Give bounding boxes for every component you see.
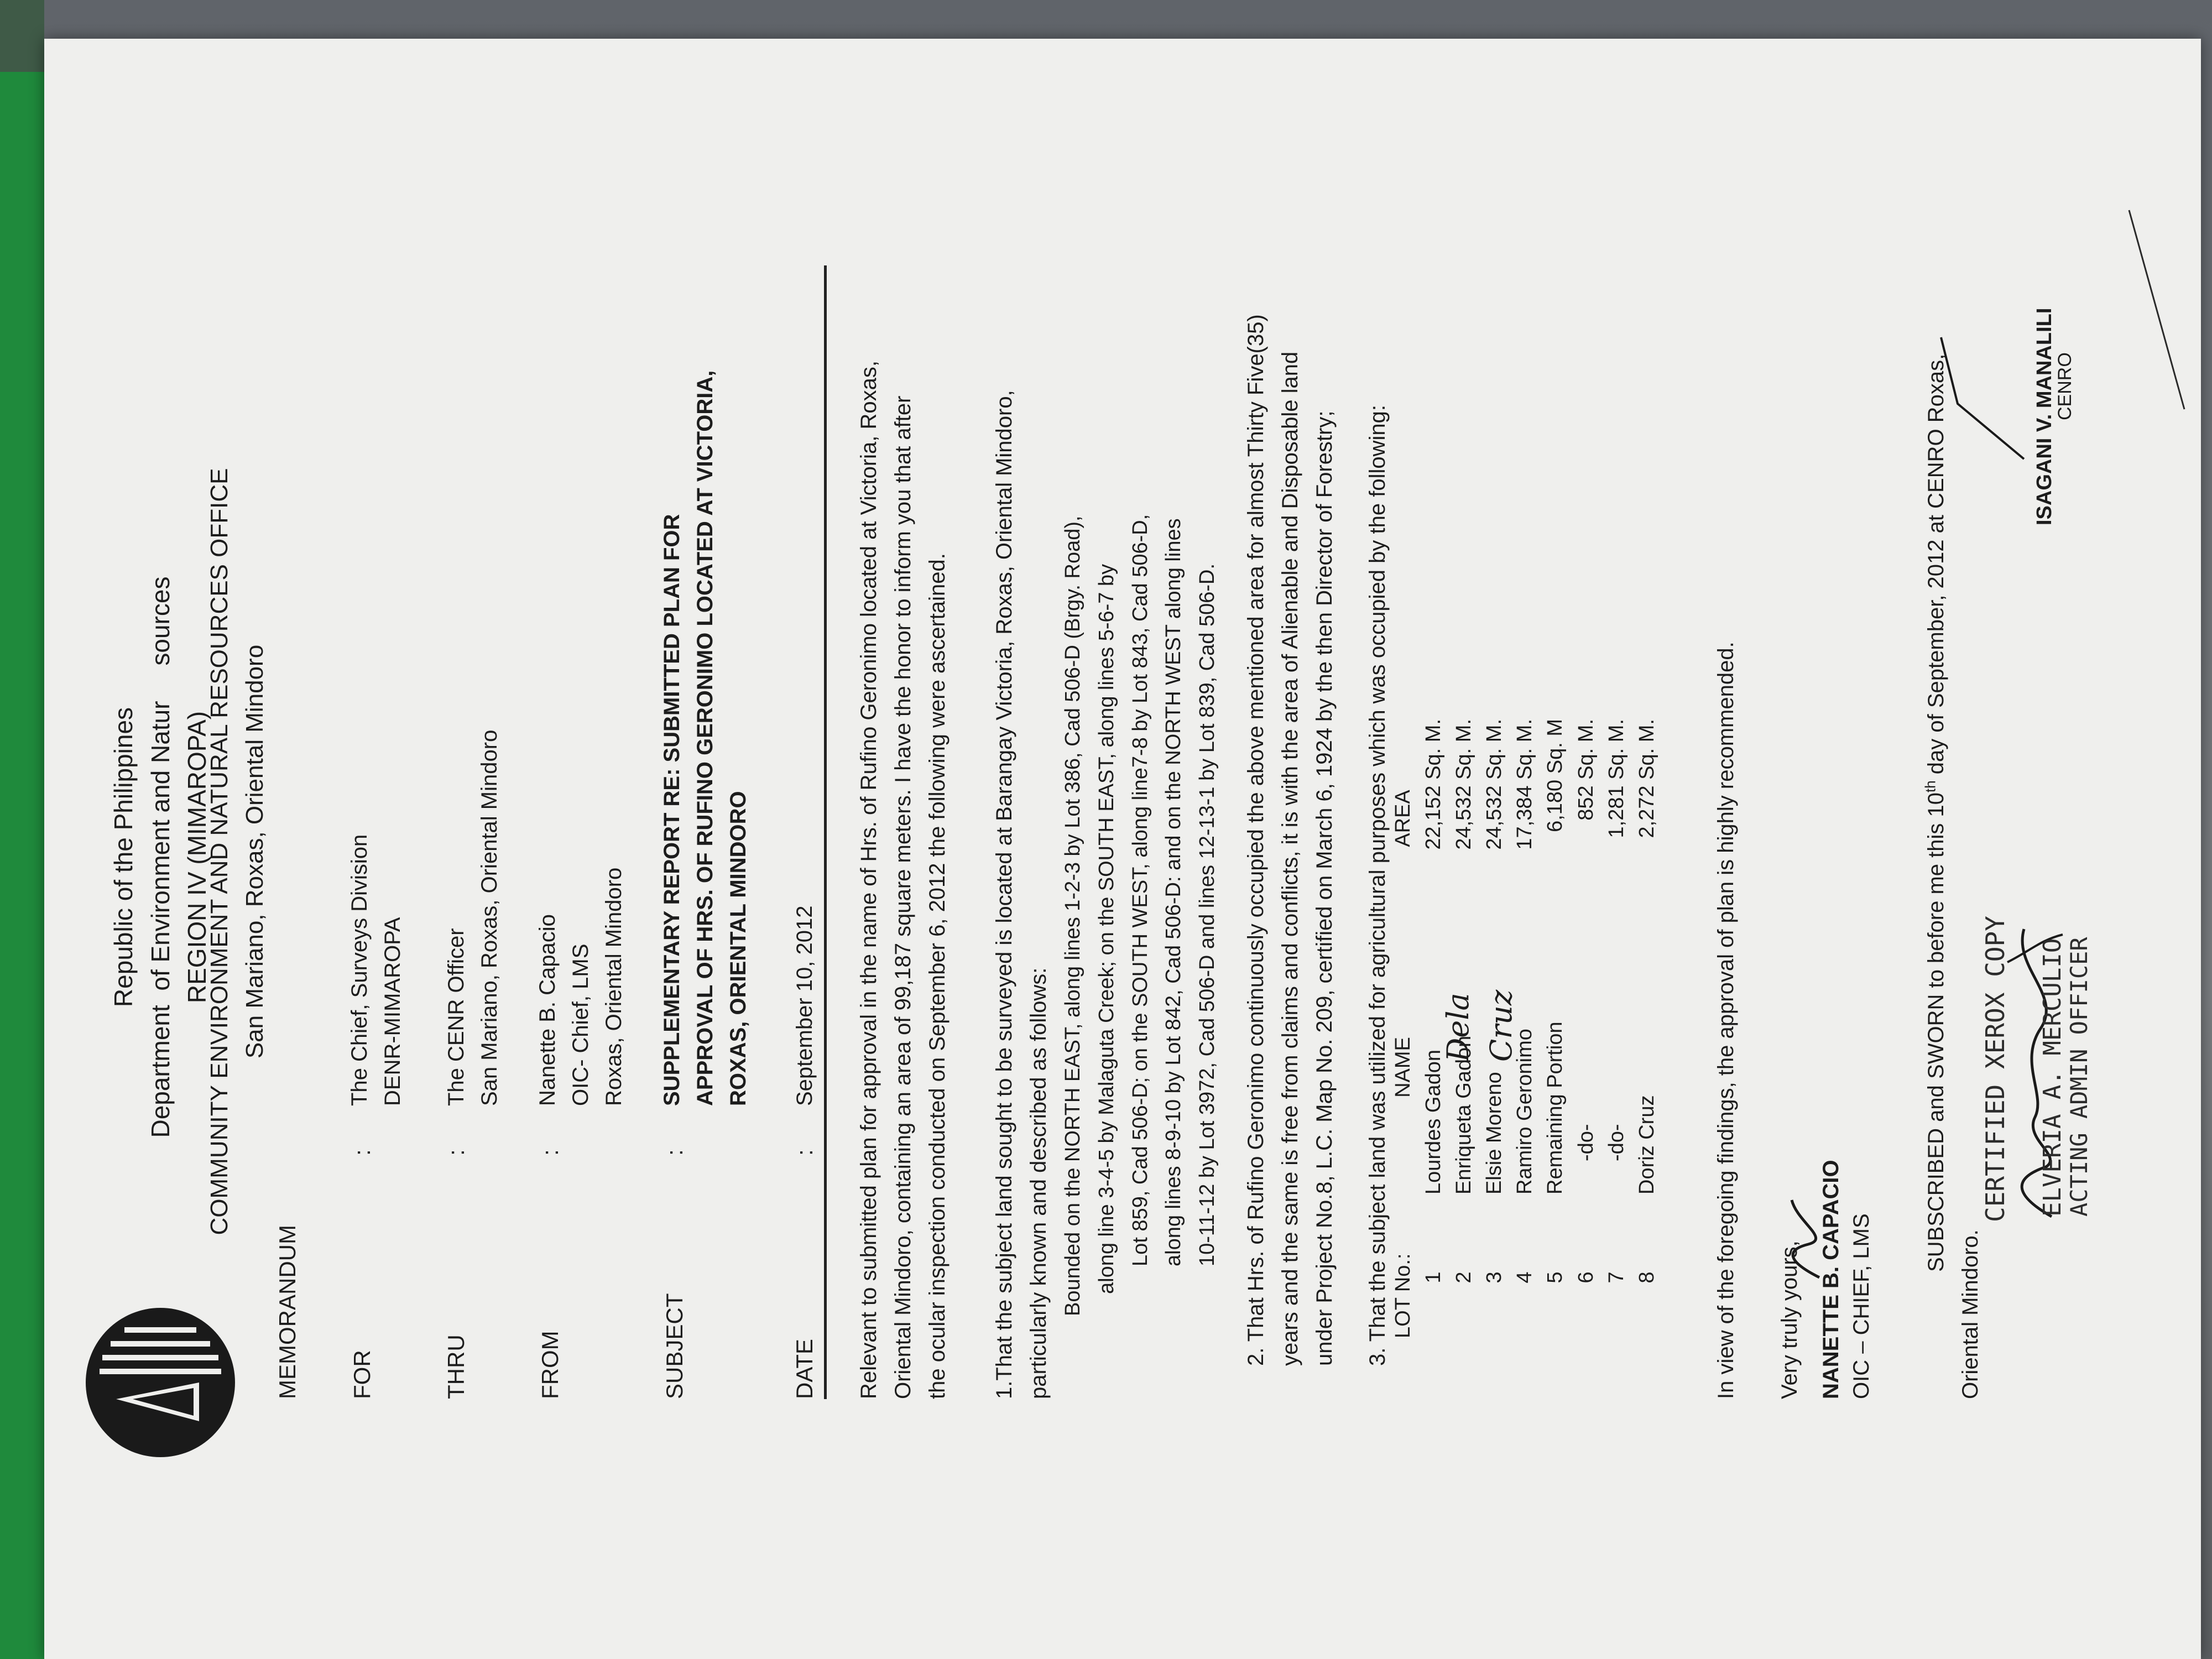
cenro-title: CENRO: [2054, 352, 2075, 420]
p1-line-1: 1.That the subject land sought to be surveyed is located at Barangay Victoria, Roxas, Oriental Mindoro,: [992, 390, 1016, 1399]
bounds-line-4: along lines 8-9-10 by Lot 842, Cad 506-D: and on the NORTH WEST along lines: [1162, 518, 1186, 1266]
p3-line: 3. That the subject land was utilized for agricultural purposes which was occupied by the following:: [1365, 405, 1390, 1366]
for-line-1: The Chief, Surveys Division: [347, 834, 372, 1106]
p1-line-2: particularly known and described as follows:: [1026, 967, 1051, 1399]
recommendation-line: In view of the foregoing findings, the approval of plan is highly recommended.: [1714, 641, 1738, 1399]
lot-name: Enriqueta Gadon Dela Cruz: [1449, 929, 1479, 1206]
lot-name: Lourdes Gadon: [1422, 1050, 1446, 1194]
certified-stamp: CERTIFIED XEROX COPY: [1980, 916, 2010, 1222]
date-colon: :: [791, 1149, 817, 1156]
table-row: [1632, 708, 1662, 1349]
lot-area: 852 Sq. M.: [1574, 719, 1598, 821]
intro-line-3: the ocular inspection conducted on September 6, 2012 the following were ascertained.: [925, 553, 950, 1399]
republic-line: Republic of the Philippines: [109, 707, 138, 1008]
for-label: FOR: [349, 1350, 375, 1399]
lot-area: 2,272 Sq. M.: [1635, 719, 1658, 838]
office-line: COMMUNITY ENVIRONMENT AND NATURAL RESOURCES OFFICE: [206, 468, 233, 1235]
bounds-line-2: along line 3-4-5 by Malaguta Creek; on the SOUTH EAST, along lines 5-6-7 by: [1094, 564, 1118, 1294]
lot-no: 2: [1452, 1271, 1476, 1284]
lot-no: 3: [1483, 1271, 1506, 1284]
subject-line-3: ROXAS, ORIENTAL MINDORO: [726, 791, 750, 1106]
p2-line-1: 2. That Hrs. of Rufino Geronimo continuously occupied the above mentioned area for almost Thirty Five(35): [1244, 314, 1268, 1366]
lot-area: 22,152 Sq. M.: [1422, 719, 1446, 850]
lot-no: 4: [1513, 1271, 1537, 1284]
bounds-line-1: Bounded on the NORTH EAST, along lines 1-2-3 by Lot 386, Cad 506-D (Brgy. Road),: [1061, 515, 1084, 1316]
lot-name: -do-: [1574, 1124, 1598, 1161]
from-line-1: Nanette B. Capacio: [535, 914, 560, 1106]
from-line-3: Roxas, Oriental Mindoro: [602, 867, 626, 1106]
col-name-header: NAME: [1391, 1037, 1415, 1098]
from-colon: :: [537, 1149, 563, 1156]
sworn-line-2: Oriental Mindoro.: [1958, 1229, 1983, 1399]
for-line-2: DENR-MIMAROPA: [380, 917, 405, 1106]
table-row: [1601, 708, 1632, 1349]
lot-name: -do-: [1604, 1124, 1628, 1161]
lot-area: 1,281 Sq. M.: [1604, 719, 1628, 838]
intro-line-1: Relevant to submitted plan for approval in the name of Hrs. of Rufino Geronimo located at Victoria, Roxas,: [857, 360, 881, 1399]
intro-line-2: Oriental Mindoro, containing an area of 99,187 square meters. I have the honor to inform you that after: [891, 395, 915, 1399]
lot-area: 24,532 Sq. M.: [1452, 719, 1476, 850]
document-page: [44, 39, 2201, 1659]
p2-line-3: under Project No.8, L.C. Map No. 209, certified on March 6, 1924 by the then Director of Forestry;: [1312, 410, 1337, 1366]
lot-no: 6: [1574, 1271, 1598, 1284]
green-folder-edge: [0, 72, 44, 1659]
department-line: Department of Environment and Natur sources: [145, 576, 175, 1138]
subject-line-2: APPROVAL OF HRS. OF RUFINO GERONIMO LOCATED AT VICTORIA,: [693, 370, 717, 1106]
lot-area: 24,532 Sq. M.: [1483, 719, 1506, 850]
header-divider: [824, 265, 827, 1399]
col-area-header: AREA: [1391, 790, 1415, 847]
thru-line-1: The CENR Officer: [444, 928, 468, 1106]
from-line-2: OIC- Chief, LMS: [568, 943, 593, 1106]
table-row: [1571, 708, 1601, 1349]
cert-officer-title: ACTING ADMIN OFFICER: [2065, 937, 2093, 1217]
closing-line: Very truly yours,: [1777, 1240, 1802, 1399]
lot-name: Remaining Portion: [1543, 1021, 1567, 1194]
signatory-name: NANETTE B. CAPACIO: [1819, 1160, 1843, 1399]
table-row: [1449, 708, 1479, 1349]
date-value: September 10, 2012: [792, 905, 817, 1106]
document-sheet: [44, 39, 2201, 1659]
col-lot-header: LOT No.:: [1391, 1253, 1415, 1338]
thru-label: THRU: [443, 1334, 469, 1399]
lot-no: 5: [1543, 1271, 1567, 1284]
region-line: REGION IV (MIMAROPA): [182, 711, 212, 1004]
from-label: FROM: [537, 1331, 563, 1399]
date-label: DATE: [791, 1339, 817, 1399]
thru-colon: :: [443, 1149, 469, 1156]
lot-name: Ramiro Geronimo: [1513, 1029, 1537, 1194]
lot-name: Elsie Moreno: [1483, 1072, 1506, 1194]
bounds-line-3: Lot 859, Cad 506-D; on the SOUTH WEST, along line7-8 by Lot 843, Cad 506-D,: [1128, 514, 1152, 1266]
subject-colon: :: [661, 1149, 687, 1156]
cenro-name: ISAGANI V. MANALILI: [2033, 307, 2056, 525]
signatory-title: OIC – CHIEF, LMS: [1849, 1213, 1874, 1399]
sworn-line-1: SUBSCRIBED and SWORN to before me this 10th day of September, 2012 at CENRO Roxas,: [1922, 353, 1948, 1272]
lot-area: 6,180 Sq. M: [1543, 719, 1567, 832]
subject-line-1: SUPPLEMENTARY REPORT RE: SUBMITTED PLAN FOR: [660, 514, 684, 1106]
lot-no: 1: [1422, 1271, 1446, 1284]
subject-label: SUBJECT: [661, 1293, 687, 1399]
table-row: [1540, 708, 1571, 1349]
bounds-line-5: 10-11-12 by Lot 3972, Cad 506-D and lines 12-13-1 by Lot 839, Cad 506-D.: [1196, 563, 1219, 1266]
lot-no: 7: [1604, 1271, 1628, 1284]
lot-name: Doriz Cruz: [1635, 1095, 1658, 1194]
lots-table: [1388, 708, 1662, 1349]
address-line: San Mariano, Roxas, Oriental Mindoro: [241, 644, 268, 1059]
memo-title: MEMORANDUM: [274, 1225, 300, 1399]
cert-officer-name: ELVERIA A. MERCULIO: [2038, 938, 2067, 1217]
pen-stroke: [2124, 205, 2190, 415]
signature-manalili: [1936, 326, 2035, 470]
thru-line-2: San Mariano, Roxas, Oriental Mindoro: [477, 729, 502, 1106]
lot-area: 17,384 Sq. M.: [1513, 719, 1537, 850]
handwritten-correction: Dela Cruz: [1441, 989, 1519, 1062]
p2-line-2: years and the same is free from claims and conflicts, it is with the area of Alienable and Disposable land: [1278, 351, 1302, 1366]
lot-no: 8: [1635, 1271, 1658, 1284]
for-colon: :: [349, 1149, 375, 1156]
